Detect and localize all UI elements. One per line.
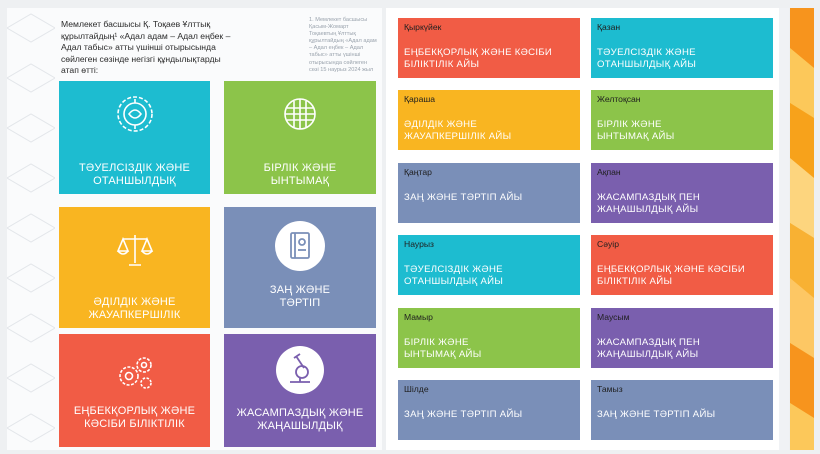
- value-label-law: ЗАҢ ЖӘНЕ ТӘРТІП: [269, 284, 331, 309]
- month-name: Қыркүйек: [404, 22, 442, 32]
- month-theme: ТӘУЕЛСІЗДІК ЖӘНЕ ОТАНШЫЛДЫҚ АЙЫ: [597, 47, 697, 70]
- month-name: Қазан: [597, 22, 621, 32]
- right-page: [386, 8, 789, 450]
- right-edge-pattern: [779, 8, 789, 450]
- month-tile-october: [591, 18, 773, 78]
- month-name: Желтоқсан: [597, 94, 641, 104]
- month-tile-january: [398, 163, 580, 223]
- scales-icon: [115, 231, 155, 269]
- month-tile-march: [398, 235, 580, 295]
- month-tile-september: [398, 18, 580, 78]
- footnote-text: 1. Мемлекет басшысы Қасым-Жомарт Тоқаевтың Ұлттық құрылтайдың «Адал адам – Адал еңбек – Адал табыс» атты үшінші отырысында сөйлеген сөзі 15 наурыз 2024 жыл: [309, 17, 377, 73]
- value-label-unity: БІРЛІК ЖӘНЕ ЫНТЫМАҚ: [263, 162, 337, 187]
- month-name: Сәуір: [597, 239, 619, 249]
- medal-icon: [115, 94, 155, 134]
- month-tile-february: [591, 163, 773, 223]
- month-name: Ақпан: [597, 167, 621, 177]
- intro-text: Мемлекет басшысы Қ. Тоқаев Ұлттық құрылтайдың¹ «Адал адам – Адал еңбек – Адал табыс» атты үшінші отырысында сөйлеген сөзінде негізгі құндылықтарды атап өтті:: [61, 19, 231, 75]
- value-label-independence: ТӘУЕЛСІЗДІК ЖӘНЕ ОТАНШЫЛДЫҚ: [78, 162, 191, 187]
- month-theme: БІРЛІК ЖӘНЕ ЫНТЫМАҚ АЙЫ: [404, 337, 482, 360]
- month-tile-june: [591, 308, 773, 368]
- month-name: Қаңтар: [404, 167, 432, 177]
- value-label-diligence: ЕҢБЕКҚОРЛЫҚ ЖӘНЕ КӘСІБИ БІЛІКТІЛІК: [73, 405, 196, 430]
- month-tile-july: [398, 380, 580, 440]
- value-tile-law: [224, 207, 376, 328]
- value-tile-creativity: [224, 334, 376, 447]
- month-name: Мамыр: [404, 312, 433, 322]
- month-name: Маусым: [597, 312, 630, 322]
- value-tile-unity: [224, 81, 376, 194]
- month-theme: ТӘУЕЛСІЗДІК ЖӘНЕ ОТАНШЫЛДЫҚ АЙЫ: [404, 264, 504, 287]
- left-page: [7, 8, 382, 450]
- month-theme: ЗАҢ ЖӘНЕ ТӘРТІП АЙЫ: [404, 409, 523, 420]
- month-theme: ӘДІЛДІК ЖӘНЕ ЖАУАПКЕРШІЛІК АЙЫ: [404, 119, 512, 142]
- value-tile-independence: [59, 81, 210, 194]
- month-theme: ЗАҢ ЖӘНЕ ТӘРТІП АЙЫ: [597, 409, 716, 420]
- month-theme: БІРЛІК ЖӘНЕ ЫНТЫМАҚ АЙЫ: [597, 119, 675, 142]
- month-name: Наурыз: [404, 239, 434, 249]
- month-theme: ЖАСАМПАЗДЫҚ ПЕН ЖАҢАШЫЛДЫҚ АЙЫ: [597, 192, 701, 215]
- value-tile-justice: [59, 207, 210, 328]
- globe-icon: [281, 95, 319, 133]
- month-tile-november: [398, 90, 580, 150]
- month-tile-april: [591, 235, 773, 295]
- gears-icon: [115, 354, 155, 392]
- microscope-icon: [276, 346, 324, 394]
- month-name: Шілде: [404, 384, 429, 394]
- month-name: Қараша: [404, 94, 436, 104]
- month-name: Тамыз: [597, 384, 623, 394]
- value-label-creativity: ЖАСАМПАЗДЫҚ ЖӘНЕ ЖАҢАШЫЛДЫҚ: [236, 407, 364, 432]
- month-theme: ЕҢБЕКҚОРЛЫҚ ЖӘНЕ КӘСІБИ БІЛІКТІЛІК АЙЫ: [404, 47, 553, 70]
- month-tile-may: [398, 308, 580, 368]
- month-tile-august: [591, 380, 773, 440]
- decorative-color-stripe: [790, 8, 814, 450]
- left-margin-pattern: [7, 8, 55, 450]
- month-theme: ЖАСАМПАЗДЫҚ ПЕН ЖАҢАШЫЛДЫҚ АЙЫ: [597, 337, 701, 360]
- month-tile-december: [591, 90, 773, 150]
- month-theme: ЗАҢ ЖӘНЕ ТӘРТІП АЙЫ: [404, 192, 523, 203]
- book-icon: [275, 221, 325, 271]
- month-theme: ЕҢБЕКҚОРЛЫҚ ЖӘНЕ КӘСІБИ БІЛІКТІЛІК АЙЫ: [597, 264, 746, 287]
- value-label-justice: ӘДІЛДІК ЖӘНЕ ЖАУАПКЕРШІЛІК: [88, 296, 181, 321]
- value-tile-diligence: [59, 334, 210, 447]
